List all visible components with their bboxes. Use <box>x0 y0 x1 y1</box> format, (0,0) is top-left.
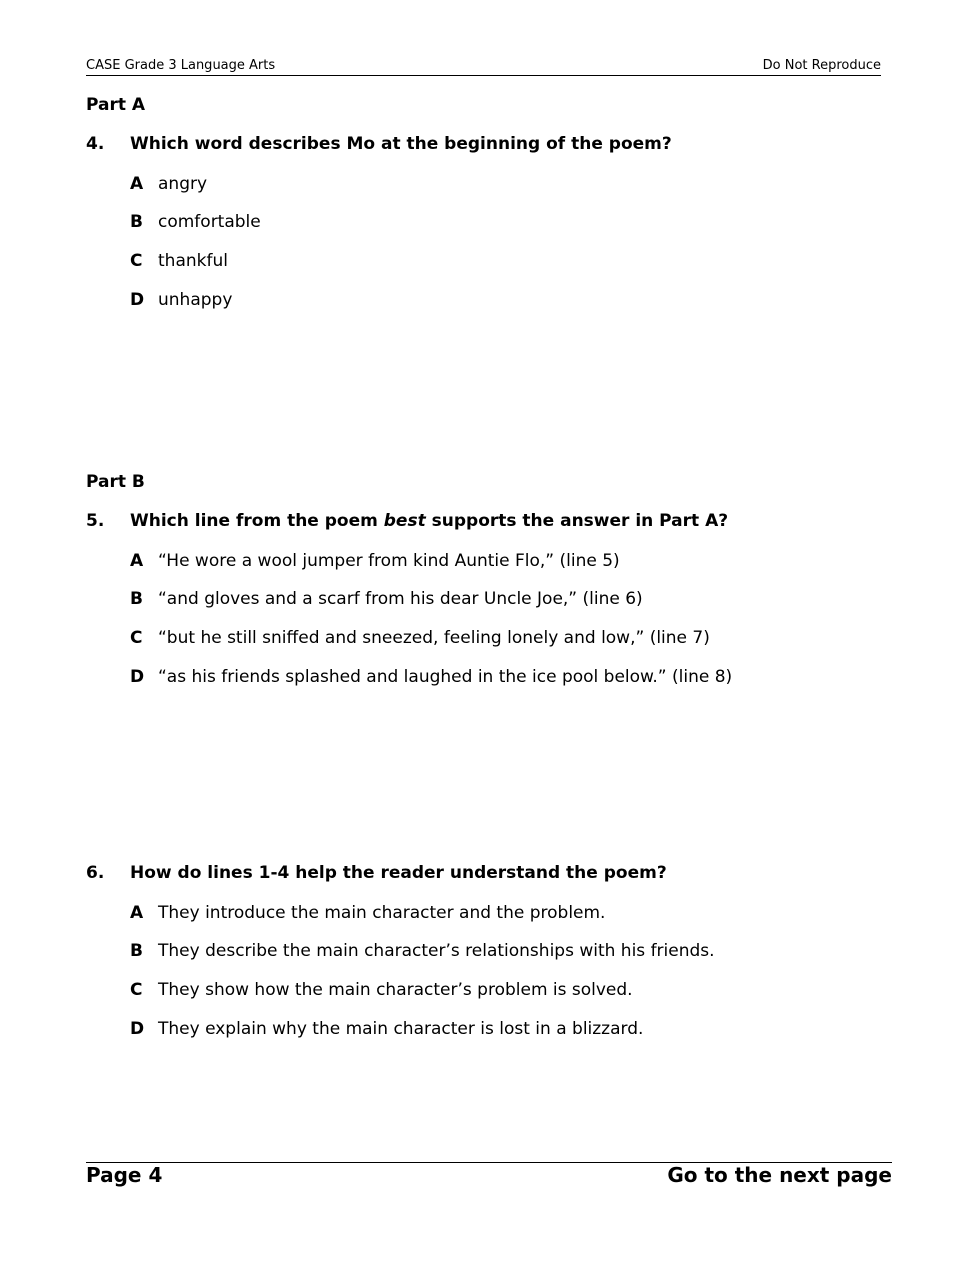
question-4-number: 4. <box>86 134 105 154</box>
option-letter: D <box>130 667 145 687</box>
question-4-option-c[interactable] <box>130 251 228 271</box>
option-text: comfortable <box>158 212 261 232</box>
option-letter: D <box>130 290 145 310</box>
question-5-option-a[interactable] <box>130 551 620 571</box>
option-letter: A <box>130 174 144 194</box>
header-title: CASE Grade 3 Language Arts <box>86 58 276 73</box>
question-4-text: Which word describes Mo at the beginning of the poem? <box>130 134 672 154</box>
question-6-option-d[interactable] <box>130 1019 643 1039</box>
option-letter: B <box>130 212 143 232</box>
question-5-emphasis: best <box>383 511 426 531</box>
question-4-option-d[interactable] <box>130 290 232 310</box>
option-letter: C <box>130 628 143 648</box>
option-text: “and gloves and a scarf from his dear Uncle Joe,” (line 6) <box>158 589 643 609</box>
question-5-number: 5. <box>86 511 105 531</box>
option-letter: A <box>130 903 144 923</box>
question-6-option-b[interactable] <box>130 941 715 961</box>
option-text: angry <box>158 174 208 194</box>
header-divider <box>86 75 881 76</box>
part-b-label: Part B <box>86 472 145 492</box>
question-5-option-c[interactable] <box>130 628 710 648</box>
page-number: Page 4 <box>86 1163 163 1187</box>
option-letter: A <box>130 551 144 571</box>
question-5-text-end: supports the answer in Part A? <box>425 511 729 531</box>
option-text: They explain why the main character is lost in a blizzard. <box>158 1019 644 1039</box>
option-text: They introduce the main character and the problem. <box>158 903 606 923</box>
question-5-text <box>130 511 728 531</box>
next-page-prompt: Go to the next page <box>667 1163 892 1187</box>
question-4-option-a[interactable] <box>130 174 207 194</box>
option-text: They show how the main character’s problem is solved. <box>158 980 633 1000</box>
option-letter: B <box>130 589 143 609</box>
header-notice: Do Not Reproduce <box>762 58 881 73</box>
option-text: unhappy <box>158 290 233 310</box>
option-text: “as his friends splashed and laughed in the ice pool below.” (line 8) <box>158 667 733 687</box>
question-5-text-start: Which line from the poem <box>130 511 384 531</box>
option-letter: C <box>130 251 143 271</box>
question-6-text: How do lines 1-4 help the reader understand the poem? <box>130 863 667 883</box>
question-4-option-b[interactable] <box>130 212 261 232</box>
question-5-option-d[interactable] <box>130 667 732 687</box>
question-6-option-c[interactable] <box>130 980 633 1000</box>
part-a-label: Part A <box>86 95 146 115</box>
question-6-number: 6. <box>86 863 105 883</box>
option-text: thankful <box>158 251 228 271</box>
option-text: “but he still sniffed and sneezed, feeling lonely and low,” (line 7) <box>158 628 710 648</box>
question-6-option-a[interactable] <box>130 903 605 923</box>
option-letter: D <box>130 1019 145 1039</box>
option-letter: C <box>130 980 143 1000</box>
option-text: They describe the main character’s relationships with his friends. <box>158 941 715 961</box>
option-text: “He wore a wool jumper from kind Auntie Flo,” (line 5) <box>158 551 620 571</box>
option-letter: B <box>130 941 143 961</box>
question-5-option-b[interactable] <box>130 589 643 609</box>
